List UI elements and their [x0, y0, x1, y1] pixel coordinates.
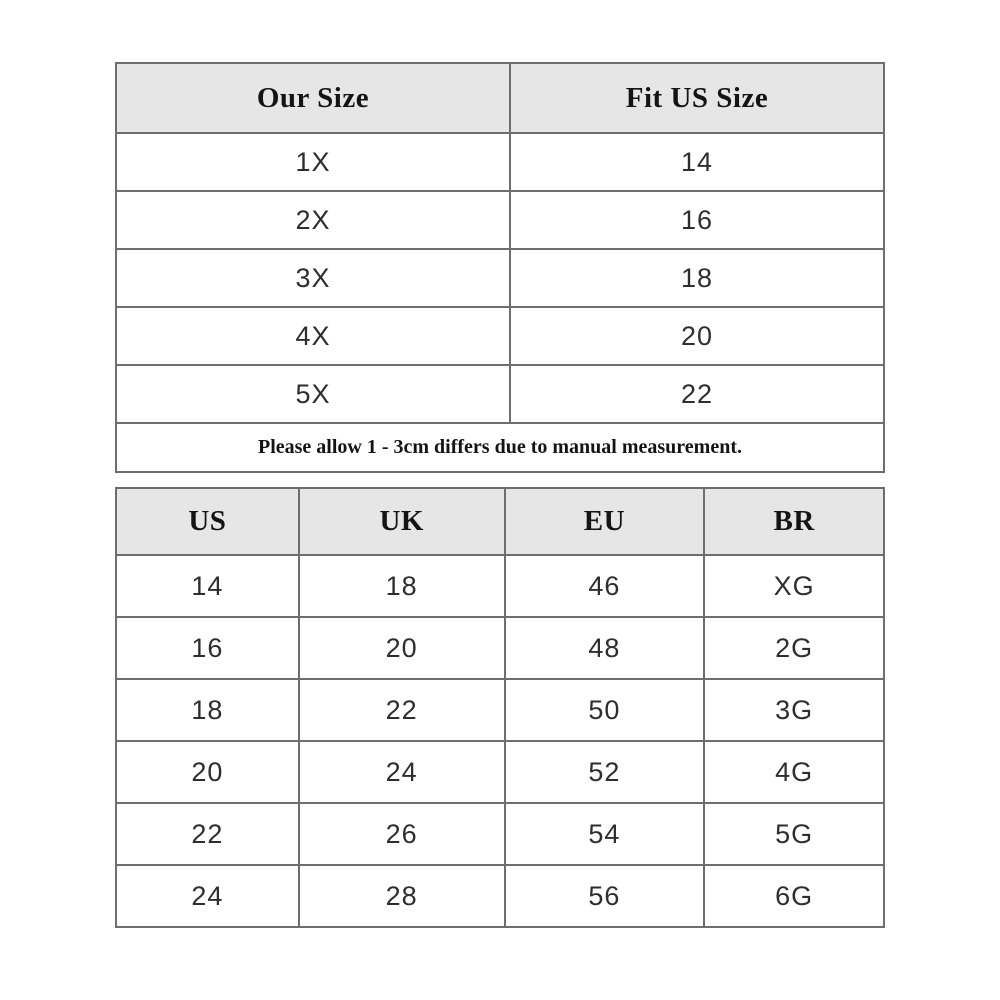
- our-size-table-header-row: [116, 63, 884, 133]
- br-size-cell: 5G: [704, 803, 884, 865]
- international-size-table: [115, 487, 885, 928]
- table-row: [116, 803, 884, 865]
- br-size-cell: 6G: [704, 865, 884, 927]
- measurement-note: Please allow 1 - 3cm differs due to manual measurement.: [116, 423, 884, 472]
- table-row: [116, 679, 884, 741]
- table-note-row: [116, 423, 884, 472]
- fit-us-size-cell: 18: [510, 249, 884, 307]
- table-row: [116, 133, 884, 191]
- br-size-cell: 2G: [704, 617, 884, 679]
- our-size-cell: 1X: [116, 133, 510, 191]
- table-row: [116, 307, 884, 365]
- us-size-cell: 24: [116, 865, 299, 927]
- fit-us-size-cell: 20: [510, 307, 884, 365]
- us-size-cell: 22: [116, 803, 299, 865]
- fit-us-size-cell: 14: [510, 133, 884, 191]
- column-header-our-size: Our Size: [116, 63, 510, 133]
- international-size-table-header-row: [116, 488, 884, 555]
- our-size-cell: 4X: [116, 307, 510, 365]
- our-size-cell: 3X: [116, 249, 510, 307]
- column-header-uk: UK: [299, 488, 505, 555]
- br-size-cell: 4G: [704, 741, 884, 803]
- us-size-cell: 18: [116, 679, 299, 741]
- column-header-us: US: [116, 488, 299, 555]
- fit-us-size-cell: 22: [510, 365, 884, 423]
- our-size-table: [115, 62, 885, 473]
- our-size-cell: 2X: [116, 191, 510, 249]
- eu-size-cell: 46: [505, 555, 705, 617]
- table-row: [116, 741, 884, 803]
- our-size-cell: 5X: [116, 365, 510, 423]
- eu-size-cell: 54: [505, 803, 705, 865]
- column-header-fit-us-size: Fit US Size: [510, 63, 884, 133]
- table-row: [116, 249, 884, 307]
- us-size-cell: 16: [116, 617, 299, 679]
- uk-size-cell: 18: [299, 555, 505, 617]
- br-size-cell: XG: [704, 555, 884, 617]
- table-row: [116, 555, 884, 617]
- fit-us-size-cell: 16: [510, 191, 884, 249]
- eu-size-cell: 56: [505, 865, 705, 927]
- br-size-cell: 3G: [704, 679, 884, 741]
- uk-size-cell: 26: [299, 803, 505, 865]
- column-header-eu: EU: [505, 488, 705, 555]
- table-row: [116, 365, 884, 423]
- table-row: [116, 191, 884, 249]
- eu-size-cell: 52: [505, 741, 705, 803]
- uk-size-cell: 28: [299, 865, 505, 927]
- eu-size-cell: 48: [505, 617, 705, 679]
- uk-size-cell: 22: [299, 679, 505, 741]
- uk-size-cell: 24: [299, 741, 505, 803]
- table-row: [116, 617, 884, 679]
- table-row: [116, 865, 884, 927]
- us-size-cell: 20: [116, 741, 299, 803]
- eu-size-cell: 50: [505, 679, 705, 741]
- column-header-br: BR: [704, 488, 884, 555]
- uk-size-cell: 20: [299, 617, 505, 679]
- us-size-cell: 14: [116, 555, 299, 617]
